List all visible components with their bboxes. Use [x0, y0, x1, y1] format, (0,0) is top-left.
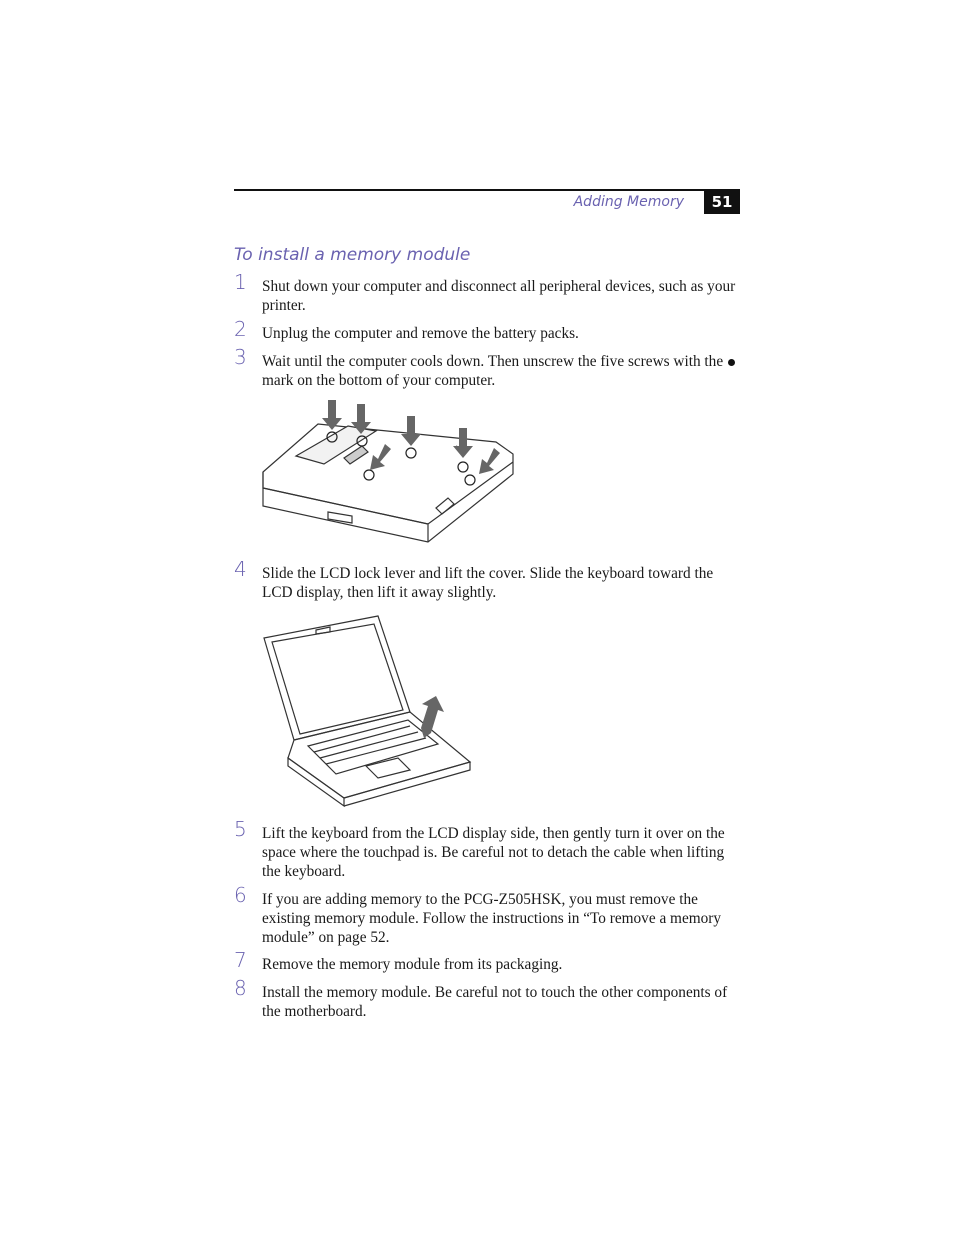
- step-number: 3: [234, 345, 247, 369]
- laptop-bottom-screws-illustration: [258, 396, 520, 548]
- step-text: Slide the LCD lock lever and lift the cover. Slide the keyboard toward the LCD display, then lift it away slightly.: [262, 565, 714, 601]
- step-text: [262, 352, 744, 390]
- step-number: 4: [234, 557, 247, 581]
- step-number: 2: [234, 317, 247, 341]
- step-text: Lift the keyboard from the LCD display side, then gently turn it over on the space where the touchpad is. Be careful not to detach the cable when lifting the keyboard.: [262, 825, 725, 880]
- step-text-after: mark on the bottom of your computer.: [262, 372, 496, 389]
- step-number: 6: [234, 883, 247, 907]
- step-number: 5: [234, 817, 247, 841]
- header-rule: [234, 189, 740, 191]
- screw-mark-icon: [728, 359, 735, 366]
- page-number: 51: [704, 191, 740, 214]
- step-text-before: Wait until the computer cools down. Then unscrew the five screws with the: [262, 353, 724, 370]
- step-text: Install the memory module. Be careful not to touch the other components of the motherboard.: [262, 984, 728, 1020]
- step-number: 8: [234, 976, 247, 1000]
- step-text: Remove the memory module from its packaging.: [262, 956, 563, 973]
- step-text: If you are adding memory to the PCG-Z505HSK, you must remove the existing memory module. Follow the instructions in “To remove a memory module” on page 52.: [262, 891, 722, 946]
- section-title: To install a memory module: [234, 245, 471, 265]
- step-number: 1: [234, 270, 247, 294]
- step-number: 7: [234, 948, 247, 972]
- running-head: Adding Memory: [573, 194, 684, 210]
- open-laptop-keyboard-illustration: [258, 612, 478, 808]
- step-text: Unplug the computer and remove the battery packs.: [262, 325, 579, 342]
- step-text: Shut down your computer and disconnect all peripheral devices, such as your printer.: [262, 278, 736, 314]
